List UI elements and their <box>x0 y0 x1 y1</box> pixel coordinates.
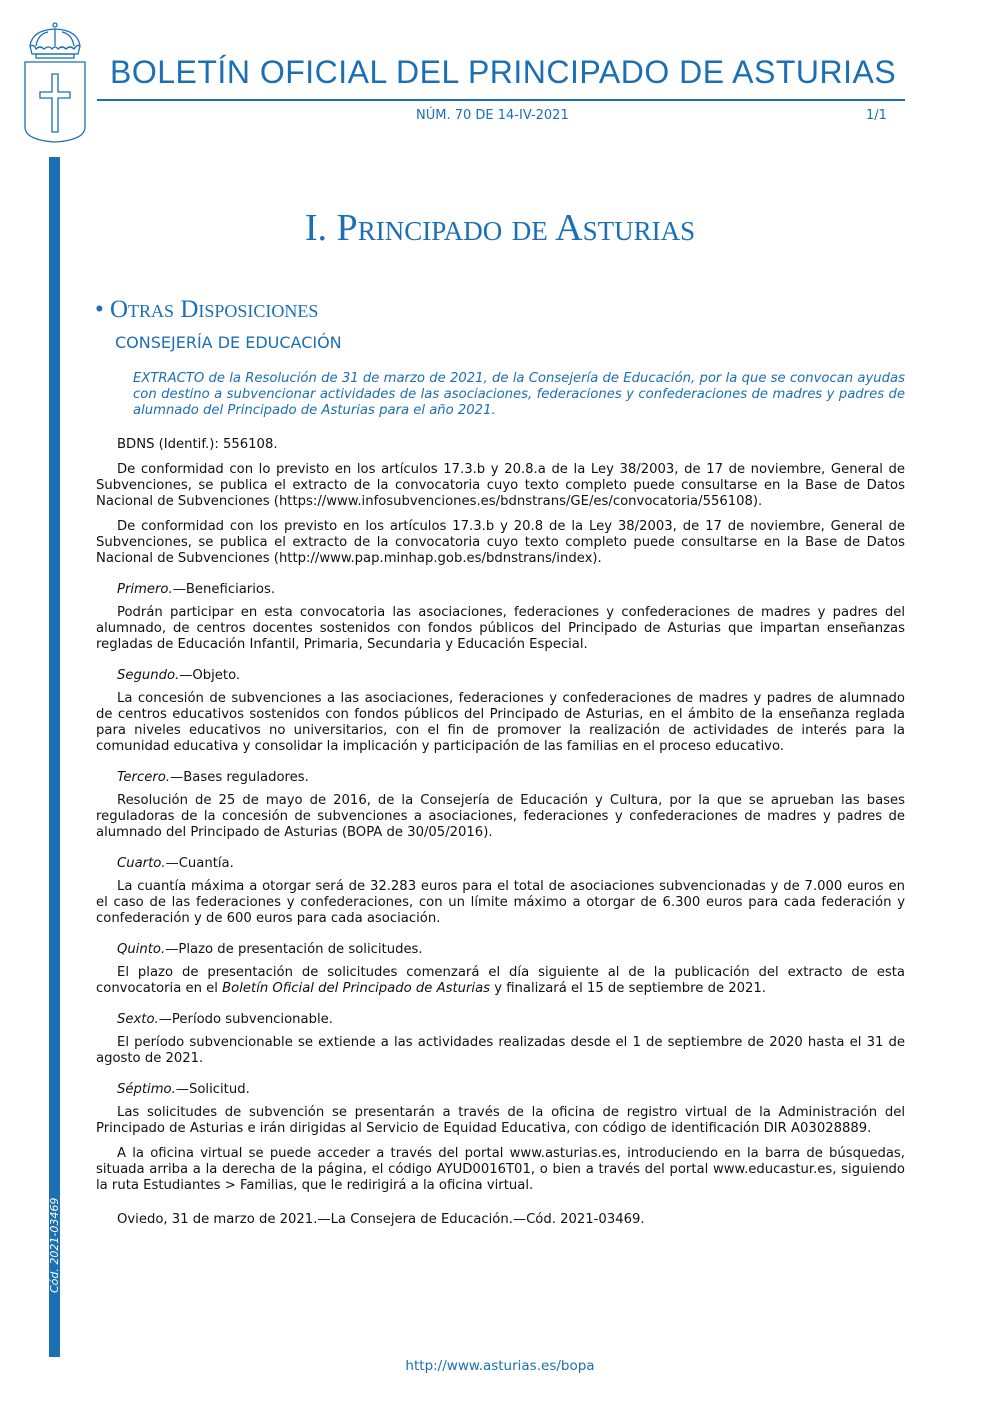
paragraph: La cuantía máxima a otorgar será de 32.283 euros para el total de asociaciones subvencionadas y de 7.000 euros en el caso de las federaciones y confederaciones, con un límite máximo a otorgar de 6.300 euros para cada federación y confederación y de 600 euros para cada asociación. <box>96 879 905 926</box>
heading-primero: Primero.—Beneficiarios. <box>117 582 276 597</box>
bulletin-title: BOLETÍN OFICIAL DEL PRINCIPADO DE ASTURIAS <box>110 54 897 90</box>
page-number: 1/1 <box>866 108 887 123</box>
paragraph: A la oficina virtual se puede acceder a través del portal www.asturias.es, introduciendo en la barra de búsquedas, situada arriba a la derecha de la página, el código AYUD0016T01, o bien a través del portal www.educastur.es, siguiendo la ruta Estudiantes > Familias, que le redirigirá a la oficina virtual. <box>96 1146 905 1193</box>
heading-sexto: Sexto.—Período subvencionable. <box>117 1012 333 1027</box>
issue-number: NÚM. 70 DE 14-IV-2021 <box>416 108 569 123</box>
paragraph: Las solicitudes de subvención se presentarán a través de la oficina de registro virtual de la Administración del Principado de Asturias e irán dirigidas al Servicio de Equidad Educativa, con código de identificación DIR A03028889. <box>96 1105 905 1136</box>
heading-septimo: Séptimo.—Solicitud. <box>117 1082 250 1097</box>
document-body <box>96 437 905 1237</box>
heading-segundo: Segundo.—Objeto. <box>117 668 241 683</box>
paragraph: Podrán participar en esta convocatoria las asociaciones, federaciones y confederaciones de madres y padres del alumnado, de centros docentes sostenidos con fondos públicos del Principado de Asturias que impartan enseñanzas regladas de Educación Infantil, Primaria, Secundaria y Educación Especial. <box>96 605 905 652</box>
paragraph: Resolución de 25 de mayo de 2016, de la Consejería de Educación y Cultura, por la que se aprueban las bases reguladoras de la concesión de subvenciones a asociaciones, federaciones y confederaciones de madres y padres de alumnado del Principado de Asturias (BOPA de 30/05/2016). <box>96 793 905 840</box>
paragraph: De conformidad con lo previsto en los artículos 17.3.b y 20.8.a de la Ley 38/2003, de 17 de noviembre, General de Subvenciones, se publica el extracto de la convocatoria cuyo texto completo puede consultarse en la Base de Datos Nacional de Subvenciones (https://www.infosubvenciones.es/bdnstrans/GE/es/convocatoria/556108). <box>96 462 905 509</box>
department: CONSEJERÍA DE EDUCACIÓN <box>115 333 342 352</box>
summary: EXTRACTO de la Resolución de 31 de marzo de 2021, de la Consejería de Educación, por la que se convocan ayudas con destino a subvencionar actividades de las asociaciones, federaciones y confederaciones de madres y padres de alumnado del Principado de Asturias para el año 2021. <box>133 371 905 418</box>
paragraph: El plazo de presentación de solicitudes comenzará el día siguiente al de la publicación del extracto de esta convocatoria en el Boletín Oficial del Principado de Asturias y finalizará el 15 de septiembre de 2021. <box>96 965 905 996</box>
signature: Oviedo, 31 de marzo de 2021.—La Consejera de Educación.—Cód. 2021-03469. <box>117 1212 645 1227</box>
heading-quinto: Quinto.—Plazo de presentación de solicitudes. <box>117 942 423 957</box>
subsection-title: • Otras Disposiciones <box>95 296 319 323</box>
paragraph: El período subvencionable se extiende a las actividades realizadas desde el 1 de septiembre de 2020 hasta el 31 de agosto de 2021. <box>96 1035 905 1066</box>
paragraph: La concesión de subvenciones a las asociaciones, federaciones y confederaciones de madres y padres de alumnado de centros educativos sostenidos con fondos públicos del Principado de Asturias, en el ámbito de la enseñanza reglada para niveles educativos no universitarios, con el fin de promover la realización de actividades de interés para la comunidad educativa y consolidar la implicación y participación de las familias en el proceso educativo. <box>96 691 905 754</box>
section-title: I. Principado de Asturias <box>304 207 696 249</box>
heading-tercero: Tercero.—Bases reguladores. <box>117 770 309 785</box>
sidebar-code: Cód. 2021-03469 <box>48 1197 61 1293</box>
coat-of-arms-logo <box>22 22 88 144</box>
header-divider <box>97 99 905 101</box>
paragraph: De conformidad con los previsto en los artículos 17.3.b y 20.8 de la Ley 38/2003, de 17 de noviembre, General de Subvenciones, se publica el extracto de la convocatoria cuyo texto completo puede consultarse en la Base de Datos Nacional de Subvenciones (http://www.pap.minhap.gob.es/bdnstrans/index). <box>96 519 905 566</box>
footer-link[interactable]: http://www.asturias.es/bopa <box>405 1358 595 1374</box>
heading-cuarto: Cuarto.—Cuantía. <box>117 856 234 871</box>
bdns-id: BDNS (Identif.): 556108. <box>117 437 278 452</box>
sidebar-bar <box>49 157 60 1357</box>
